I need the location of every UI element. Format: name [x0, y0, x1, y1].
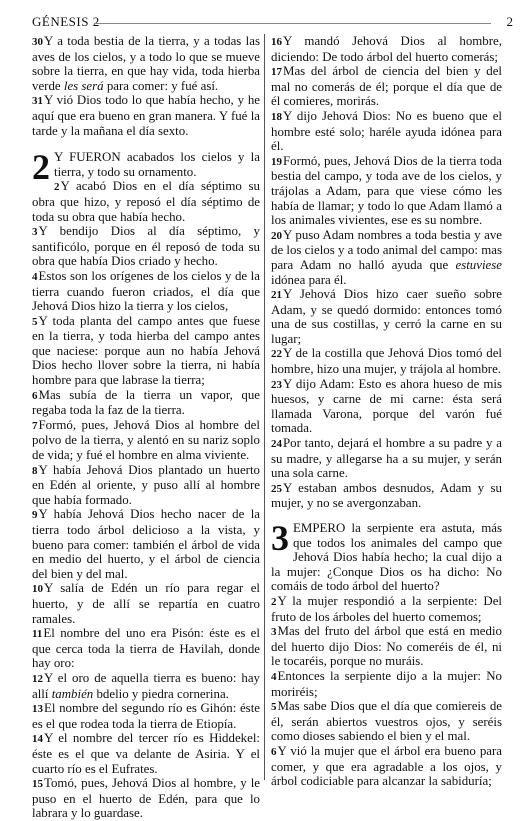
chapter-2-verse-list: [32, 179, 260, 821]
verse: [32, 776, 260, 821]
verse-number: 31: [32, 95, 43, 108]
right-column: [271, 34, 502, 789]
verse-text: El nombre del segundo río es Gihón: éste es el que rodea toda la tierra de Etiopía.: [32, 701, 260, 731]
verse-text: Y había Jehová Dios plantado un huerto en Edén al oriente, y puso allí al hombre que había formado.: [32, 462, 260, 507]
verse: [32, 314, 260, 388]
verse-number: 23: [271, 378, 282, 391]
verse-text: Mas sabe Dios que el día que comiereis de él, serán abiertos vuestros ojos, y seréis como dioses sabiendo el bien y el mal.: [271, 699, 502, 744]
verse-number: 3: [271, 626, 277, 639]
verse: [32, 93, 260, 138]
verse-number: 10: [32, 583, 43, 596]
verse: [32, 34, 260, 93]
verse-text: Y salía de Edén un río para regar el huerto, y de allí se repartía en cuatro ramales.: [32, 581, 260, 626]
verse: [32, 463, 260, 508]
verse: [271, 287, 502, 346]
verse-text: Y bendijo Dios al día séptimo, y santificólo, porque en él reposó de toda su obra que había Dios criado y hecho.: [32, 224, 260, 269]
verse-number: 7: [32, 419, 38, 432]
chapter-3: [271, 518, 502, 789]
verse: [32, 671, 260, 701]
verse-italic-text: estuviese: [455, 257, 502, 272]
verse-text: Y mandó Jehová Dios al hombre, diciendo: De todo árbol del huerto comerás;: [271, 34, 502, 64]
verse: [271, 346, 502, 376]
verse: [32, 701, 260, 731]
verse-text-cont: para comer: y fué así.: [103, 78, 219, 93]
verse: [32, 626, 260, 671]
verse: [32, 731, 260, 776]
verse-text: Y estaban ambos desnudos, Adam y su mujer, y no se avergonzaban.: [271, 480, 502, 511]
verse-number: 20: [271, 229, 282, 242]
verse-number: 25: [271, 482, 282, 495]
verse-number: 15: [32, 778, 43, 791]
verse: [271, 669, 502, 699]
verse-number: 24: [271, 438, 282, 451]
verse-text: Estos son los orígenes de los cielos y de la tierra cuando fueron criados, el día que Jehová Dios hizo la tierra y los cielos,: [32, 268, 260, 314]
verse-number: 17: [271, 66, 282, 79]
verse-text: Y dijo Adam: Esto es ahora hueso de mis huesos, y carne de mi carne: ésta será llamada Varona, porque del varón fué tomada.: [271, 376, 502, 436]
verse-number: 14: [32, 733, 43, 746]
verse-text: Y a toda bestia de la tierra, y a todas las aves de los cielos, y a todo lo que se mueve sobre la tierra, en que hay vida, toda hierba verde: [32, 34, 260, 93]
verse-number: 16: [271, 36, 282, 48]
left-verse-list: [32, 34, 260, 138]
verse-number: 11: [32, 628, 43, 641]
verse-number: 3: [32, 226, 38, 239]
verse-text: Y dijo Jehová Dios: No es bueno que el hombre esté solo; haréle ayuda idónea para él.: [271, 108, 502, 154]
header-rule: [94, 23, 491, 24]
verse-text: Y vió la mujer que el árbol era bueno para comer, y que era agradable a los ojos, y árbol codiciable para alcanzar la sabiduría;: [271, 743, 502, 789]
chapter-2-intro: [32, 147, 260, 188]
verse: [32, 581, 260, 626]
verse: [271, 34, 502, 64]
verse: [271, 744, 502, 789]
verse-number: 8: [32, 464, 38, 477]
verse: [271, 436, 502, 481]
verse-text: Tomó, pues, Jehová Dios al hombre, y le puso en el huerto de Edén, para que lo labrara y lo guardase.: [32, 776, 260, 821]
verse-number: 19: [271, 155, 282, 168]
chapter-3-intro-text: EMPERO la serpiente era astuta, más que todos los animales del campo que Jehová Dios había hecho; la cual dijo a la mujer: ¿Conque Dios os ha dicho: No comáis de todo árbol del huerto?: [271, 521, 502, 594]
verse: [32, 507, 260, 581]
verse-text: Y había Jehová Dios hecho nacer de la tierra todo árbol delicioso a la vista, y bueno para comer: también el árbol de vida en medio del huerto, y el árbol de ciencia del bien y del mal.: [32, 507, 260, 581]
verse-number: 13: [32, 703, 43, 716]
verse-number: 6: [32, 389, 38, 402]
verse: [271, 699, 502, 744]
chapter-2-number: 2: [32, 147, 50, 188]
verse-text: Por tanto, dejará el hombre a su padre y a su madre, y allegarse ha a su mujer, y serán una sola carne.: [271, 436, 502, 481]
verse-text: Y el nombre del tercer río es Hiddekel: éste es el que va delante de Asiria. Y el cuarto río es el Eufrates.: [32, 731, 260, 776]
verse-text-cont: bdelio y piedra cornerina.: [93, 686, 229, 701]
verse-text: Y el oro de aquella tierra es bueno: hay allí: [32, 670, 260, 701]
verse: [32, 269, 260, 314]
verse: [271, 154, 502, 228]
verse-number: 30: [32, 36, 43, 48]
verse-text: Formó, pues, Jehová Dios de la tierra toda bestia del campo, y toda ave de los cielos, y trájolas a Adam, para que viese cómo les había de llamar; y todo lo que Adam llamó a los animales vivientes, ese es su nombre.: [271, 153, 502, 228]
chapter-3-number: 3: [271, 518, 289, 558]
verse: [271, 624, 502, 669]
chapter-2: [32, 147, 260, 821]
page-number: 2: [506, 14, 513, 29]
right-verse-list: [271, 34, 502, 511]
verse-number: 22: [271, 348, 282, 361]
verse-italic-text: también: [51, 686, 94, 701]
verse-number: 5: [32, 315, 38, 328]
verse-text: Y puso Adam nombres a toda bestia y ave de los cielos y a todo animal del campo: mas para Adam no halló ayuda que: [271, 227, 502, 272]
verse: [271, 377, 502, 436]
verse: [271, 64, 502, 109]
verse-number: 6: [271, 745, 277, 758]
verse-number: 4: [32, 270, 38, 283]
verse-text: Mas del fruto del árbol que está en medio del huerto dijo Dios: No comeréis de él, ni le tocaréis, porque no muráis.: [271, 624, 502, 669]
verse-text: Entonces la serpiente dijo a la mujer: No moriréis;: [271, 668, 502, 699]
verse-text: Mas del árbol de ciencia del bien y del mal no comerás de él; porque el día que de él comieres, morirás.: [271, 64, 502, 109]
verse-number: 18: [271, 110, 282, 123]
chapter-3-verse-list: [271, 594, 502, 789]
verse-text: Formó, pues, Jehová Dios al hombre del polvo de la tierra, y alentó en su nariz soplo de vida; y fué el hombre en alma viviente.: [32, 417, 260, 463]
verse-number: 12: [32, 672, 43, 685]
verse-number: 5: [271, 701, 277, 714]
verse: [271, 109, 502, 154]
verse-italic-text: les será: [63, 78, 104, 93]
verse-number: 2: [54, 181, 60, 194]
verse-text: Mas subía de la tierra un vapor, que regaba toda la faz de la tierra.: [32, 387, 260, 418]
verse-text: Y vió Dios todo lo que había hecho, y he aquí que era bueno en gran manera. Y fué la tarde y la mañana el día sexto.: [32, 93, 260, 138]
chapter-3-intro: [271, 518, 502, 594]
page-header: [32, 14, 513, 30]
left-column: [32, 34, 260, 821]
verse-number: 2: [271, 595, 277, 608]
column-divider: [264, 34, 265, 780]
verse-text: Y toda planta del campo antes que fuese en la tierra, y toda hierba del campo antes que naciese: porque aun no había Jehová Dios hecho llover sobre la tierra, ni había hombre para que labrase la tierra;: [32, 313, 260, 388]
verse: [271, 228, 502, 287]
verse: [271, 594, 502, 624]
verse: [32, 388, 260, 418]
verse-number: 9: [32, 509, 38, 522]
verse: [32, 418, 260, 463]
verse-number: 4: [271, 670, 277, 683]
verse-text-cont: idónea para él.: [271, 272, 347, 287]
verse-number: 21: [271, 289, 282, 302]
verse-text: El nombre del uno era Pisón: éste es el que cerca toda la tierra de Havilah, donde hay oro:: [32, 626, 260, 671]
chapter-2-intro-text: Y FUERON acabados los cielos y la tierra, y todo su ornamento.: [54, 150, 260, 179]
verse: [32, 179, 260, 224]
verse-text: Y acabó Dios en el día séptimo su obra que hizo, y reposó el día séptimo de toda su obra que había hecho.: [32, 179, 260, 224]
verse-text: Y Jehová Dios hizo caer sueño sobre Adam, y se quedó dormido: entonces tomó una de sus costillas, y cerró la carne en su lugar;: [271, 287, 502, 346]
verse: [271, 481, 502, 511]
book-chapter-heading: GÉNESIS 2: [32, 14, 100, 29]
verse: [32, 224, 260, 269]
verse-text: Y de la costilla que Jehová Dios tomó del hombre, hizo una mujer, y trájola al hombre.: [271, 346, 502, 377]
verse-text: Y la mujer respondió a la serpiente: Del fruto de los árboles del huerto comemos;: [271, 593, 502, 624]
